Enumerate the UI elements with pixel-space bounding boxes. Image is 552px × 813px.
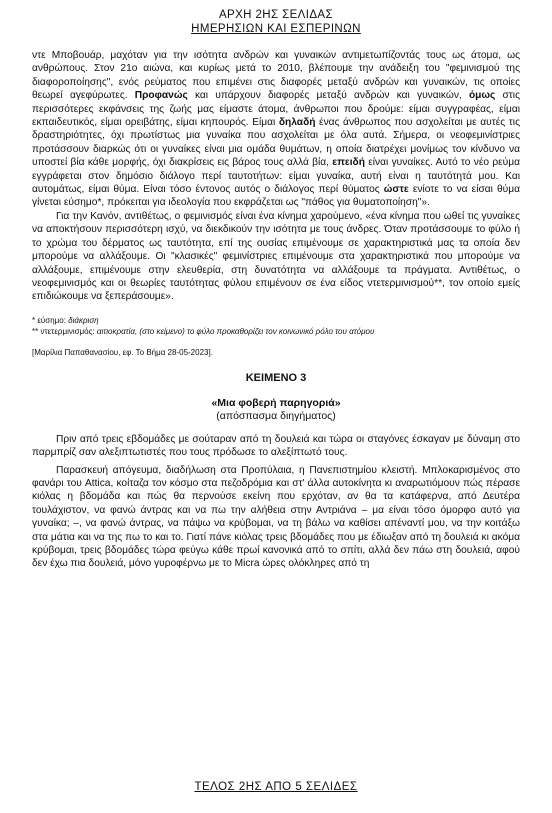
header-line-1: ΑΡΧΗ 2ΗΣ ΣΕΛΙΔΑΣ bbox=[218, 9, 334, 21]
page-footer: ΤΕΛΟΣ 2ΗΣ ΑΠΟ 5 ΣΕΛΙΔΕΣ bbox=[194, 781, 358, 793]
article-body bbox=[32, 49, 520, 304]
footnote-1-definition: διάκριση bbox=[65, 315, 99, 325]
p1-text-5: είναι γυναίκες. Αυτό το νέο ρεύμα εγγράφεται στον δημόσιο διάλογο περί ταυτοτήτων: είμαι γυναίκα, αυτή είναι η ταυτότητά μου. Και αυτομάτως, είμαι θύμα. Είναι τόσο έντονος αυτός ο διάλογος περί θύματος bbox=[32, 157, 520, 196]
page-header bbox=[32, 8, 520, 36]
text-3-paragraph-2: Παρασκευή απόγευμα, διαδήλωση στα Προπύλαια, η Πανεπιστημίου κλειστή. Μπλοκαρισμένος στο φανάρι του Attica, κοίταζα τον κόσμο στα πεζοδρόμια και στ' άλλα αυτοκίνητα κι αναρωτιόμουν πώς πέρασε κιόλας η βδομάδα και πώς θα περνούσε εκείνη που ερχόταν, αν θα τα κατάφερνα, από Δευτέρα τουλάχιστον, να φανώ άντρας και να πω την αλήθεια στην Αντριάνα – μα είναι τόσο όμορφο αυτό για γυναίκα; –, να φανώ άντρας, να πάψω να κρύβομαι, να τη βάλω να καθίσει απέναντί μου, να την κοιτάξω στα μάτια και να της πω το και το. Γιατί πάνε κιόλας τρεις βδομάδες που με έδιωξαν από τη δουλειά κι ακόμα κρύβομαι, τρεις βδομάδες τώρα φεύγω κάθε πρωί κανονικά από το σπίτι, αλλά δεν πάω στη δουλειά, αφού δεν έχω πια δουλειά, μόνο γυροφέρνω με το Micra ώρες ολόκληρες από τη bbox=[32, 464, 520, 570]
p1-bold-3: δηλαδή bbox=[278, 117, 316, 129]
text-3-paragraph-1: Πριν από τρεις εβδομάδες με σούταραν από τη δουλειά και τώρα οι σταγόνες έσκαγαν με δύναμη στο παρμπρίζ σαν αλεξιπτωτιστές που τους πρόδωσε το αλεξίπτωτό τους. bbox=[32, 433, 520, 459]
p1-text-3: στις περισσότερες εκφάνσεις της ζωής μας είμαστε άτομα, άνθρωποι που δρούμε: είμαι συγγραφέας, είμαι εκπαιδευτικός, είμαι ορειβάτης, είμαι κηπουρός. Είμαι bbox=[32, 90, 520, 129]
text-3-body bbox=[32, 433, 520, 571]
p1-text-2: και υπάρχουν διαφορές μεταξύ ανδρών και γυναικών, bbox=[187, 90, 469, 102]
p1-bold-4: επειδή bbox=[332, 157, 365, 169]
source-citation: [Μαρίλια Παπαθανασίου, εφ. Το Βήμα 28-05-2023]. bbox=[32, 347, 213, 357]
p1-text-4: ένας άνθρωπος που ασχολείται με αυτές τις δραστηριότητες, όχι πρωτίστως μια γυναίκα που ασχολείται με όλα αυτά. Σήμερα, οι νεοφεμινίστριες προτάσσουν διαρκώς ότι οι γυναίκες είναι μια ομάδα θυμάτων, η οποία διατρέχει μονίμως τον κίνδυνο να υποστεί βία κάθε μορφής, όχι διακρίσεις εις βάρος τους αλλά βία, bbox=[32, 117, 520, 169]
header-line-2: ΗΜΕΡΗΣΙΩΝ ΚΑΙ ΕΣΠΕΡΙΝΩΝ bbox=[191, 23, 361, 35]
footnote-2-definition: αιτιοκρατία, (στο κείμενο) το φύλο προκαθορίζει τον κοινωνικό ρόλο του ατόμου bbox=[94, 326, 375, 336]
text-3-subtitle: (απόσπασμα διηγήματος) bbox=[216, 409, 336, 422]
footnote-1-term: * εύσημο: bbox=[32, 315, 66, 325]
p1-text-1: ντε Μποβουάρ, μαχόταν για την ισότητα ανδρών και γυναικών αντιμετωπίζοντάς τους ως άτομα, ως ανθρώπους. Στον 21ο αιώνα, και κυρίως μετά το 2010, βλέπουμε την ανάδειξη του "φεμινισμού της διαφοροποίησης", ενός ρεύματος που επιμένει στις διαφορές μεταξύ ανδρών και γυναικών, τις οποίες θεωρεί αγεφύρωτες. bbox=[32, 50, 520, 102]
paragraph-2: Για την Κανόν, αντιθέτως, ο φεμινισμός είναι ένα κίνημα χαρούμενο, «ένα κίνημα που ωθεί τις γυναίκες να αποκτήσουν περισσότερη ισχύ, να διεκδικούν την ισότητα με τους άνδρες. Όταν προτάσσουμε το φύλο ή το χρώμα του δέρματος ως ταυτότητα, επί της ουσίας επιμένουμε σε χαρακτηριστικά μας τα οποία δεν μπορούμε να αλλάξουμε. Οι "κλασικές" φεμινίστριες επιμένουμε στα χαρακτηριστικά που μπορούμε να αλλάξουμε, επιμένουμε στην ελευθερία, στη δυνατότητα να αλλάξουμε τα πράγματα. Αντιθέτως, ο νεοφεμινισμός και οι θεωρίες ταυτότητας φύλου επιμένουν σε ένα είδος ντετερμινισμού**, τον οποίο εμείς επιδιώκουμε να ξεπεράσουμε». bbox=[32, 210, 520, 303]
p1-text-6: ενίοτε το να είσαι θύμα γίνεται εύσημο*, πρόκειται για ιδεολογία που εκφράζεται ως "πάθος για θυματοποίηση"». bbox=[32, 184, 520, 209]
p1-bold-5: ώστε bbox=[383, 184, 409, 196]
text-3-title: «Μια φοβερή παρηγοριά» bbox=[211, 396, 341, 409]
footnote-2 bbox=[32, 326, 520, 337]
p1-bold-2: όμως bbox=[468, 90, 496, 102]
text-3-heading: ΚΕΙΜΕΝΟ 3 bbox=[245, 371, 307, 384]
footnote-1 bbox=[32, 315, 520, 326]
footnote-2-term: ** ντετερμινισμός: bbox=[32, 326, 95, 336]
p1-bold-1: Προφανώς bbox=[134, 90, 188, 102]
paragraph-1 bbox=[32, 49, 520, 210]
